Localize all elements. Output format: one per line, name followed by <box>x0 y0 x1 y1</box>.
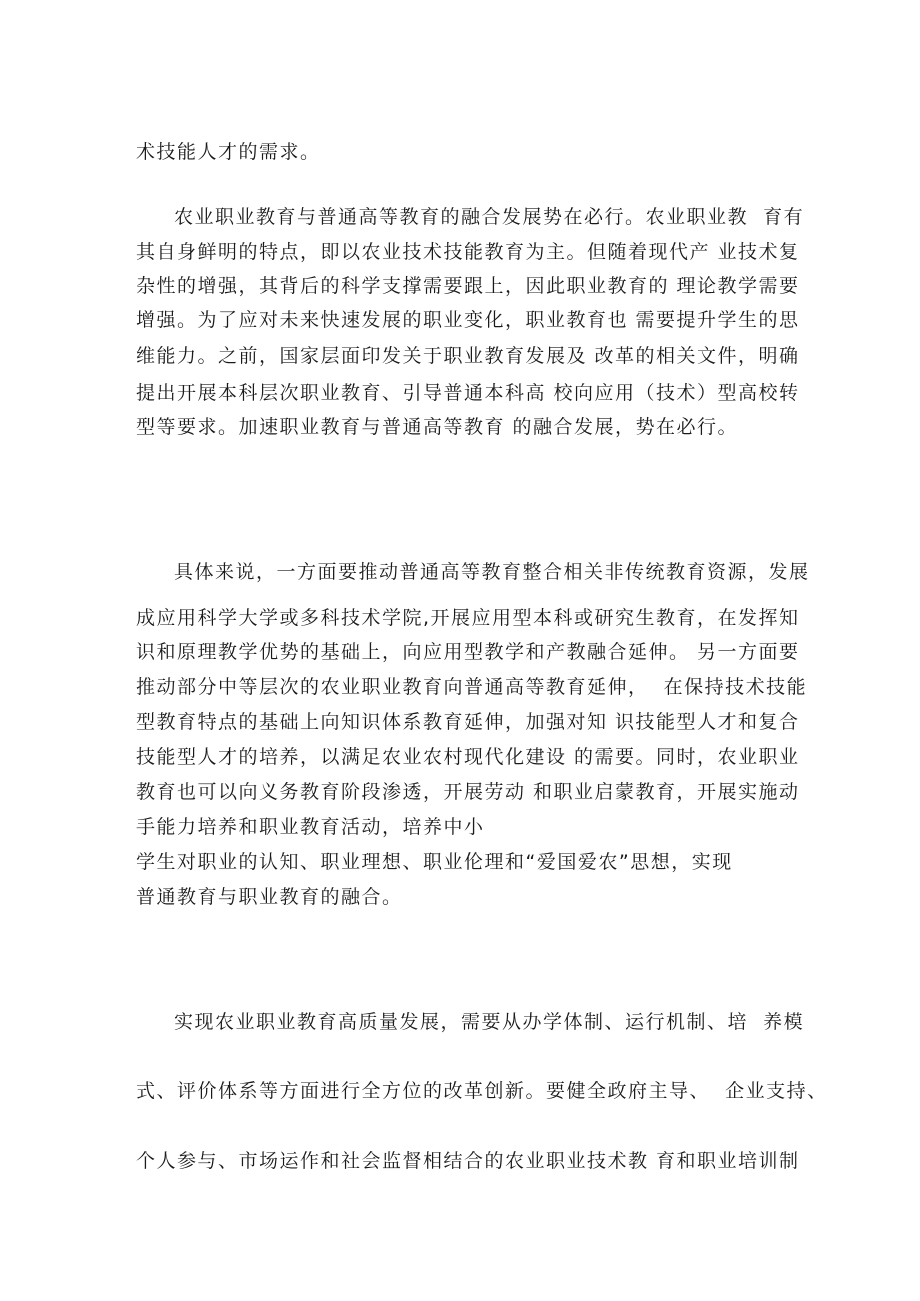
text-line: 型教育特点的基础上向知识体系教育延伸，加强对知 识技能型人才和复合 <box>136 711 800 733</box>
text-line: 其自身鲜明的特点，即以农业技术技能教育为主。但随着现代产 业技术复 <box>136 241 800 263</box>
text-line: 个人参与、市场运作和社会监督相结合的农业职业技术教 育和职业培训制 <box>136 1150 800 1172</box>
text-line: 技能型人才的培养，以满足农业农村现代化建设 的需要。同时，农业职业 <box>136 746 800 768</box>
text-line: 型等要求。加速职业教育与普通高等教育 的融合发展，势在必行。 <box>136 416 739 438</box>
text-line: 教育也可以向义务教育阶段渗透，开展劳动 和职业启蒙教育，开展实施动 <box>136 781 800 803</box>
text-line: 术技能人才的需求。 <box>136 141 321 163</box>
text-line: 提出开展本科层次职业教育、引导普通本科高 校向应用（技术）型高校转 <box>136 382 800 404</box>
text-line: 农业职业教育与普通高等教育的融合发展势在必行。农业职业教 育有 <box>174 206 805 228</box>
text-line: 实现农业职业教育高质量发展，需要从办学体制、运行机制、培 养模 <box>174 1011 805 1033</box>
text-line: 识和原理教学优势的基础上，向应用型教学和产教融合延伸。 另一方面要 <box>136 641 800 663</box>
text-line: 式、评价体系等方面进行全方位的改革创新。要健全政府主导、 企业支持、 <box>136 1080 828 1102</box>
text-line: 普通教育与职业教育的融合。 <box>136 886 403 908</box>
text-line: 手能力培养和职业教育活动，培养中小 <box>136 816 485 838</box>
text-line: 具体来说，一方面要推动普通高等教育整合相关非传统教育资源，发展 <box>174 561 810 583</box>
text-line: 增强。为了应对未来快速发展的职业变化，职业教育也 需要提升学生的思 <box>136 309 800 331</box>
text-line: 杂性的增强，其背后的科学支撑需要跟上，因此职业教育的 理论教学需要 <box>136 275 800 297</box>
text-line: 推动部分中等层次的农业职业教育向普通高等教育延伸， 在保持技术技能 <box>136 676 808 698</box>
text-line: 学生对职业的认知、职业理想、职业伦理和“爱国爱农”思想，实现 <box>136 851 733 873</box>
text-line: 维能力。之前，国家层面印发关于职业教育发展及 改革的相关文件，明确 <box>136 345 800 367</box>
text-line: 成应用科学大学或多科技术学院,开展应用型本科或研究生教育，在发挥知 <box>136 607 800 629</box>
